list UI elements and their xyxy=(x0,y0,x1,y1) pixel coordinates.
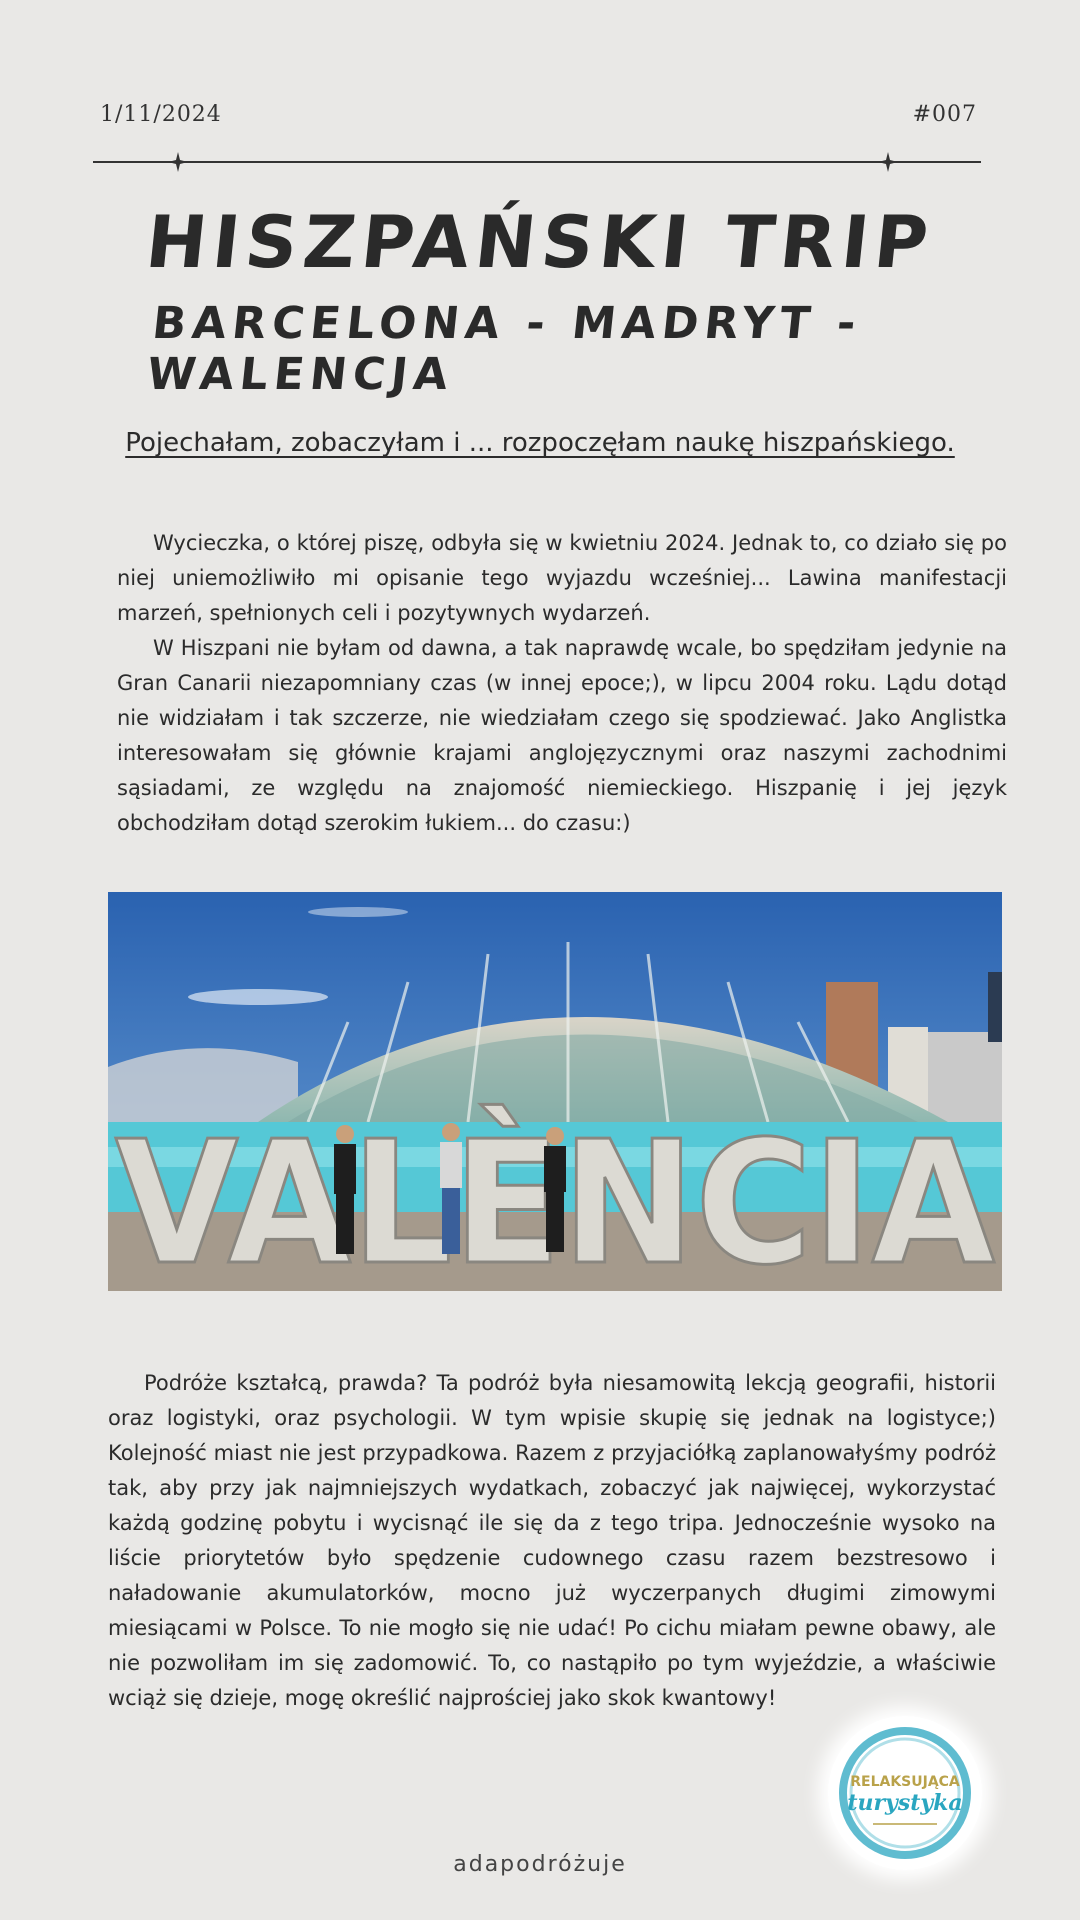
post-number: #007 xyxy=(912,102,977,127)
relaksujaca-turystyka-logo xyxy=(828,1716,982,1870)
post-date: 1/11/2024 xyxy=(100,102,222,127)
page-subtitle: BARCELONA - MADRYT - WALENCJA xyxy=(144,298,865,400)
intro-paragraph: Wycieczka, o której piszę, odbyła się w kwietniu 2024. Jednak to, co działo się po niej uniemożliwiło mi opisanie tego wyjazdu wcześniej... Lawina manifestacji marzeń, spełnionych celi i pozytywnych wydarzeń. xyxy=(117,531,1007,625)
header-divider xyxy=(93,161,981,163)
svg-text:turystyka: turystyka xyxy=(847,1790,963,1816)
svg-text:RELAKSUJĄCA: RELAKSUJĄCA xyxy=(850,1774,960,1790)
valencia-photo xyxy=(108,892,1002,1291)
sparkle-icon xyxy=(878,152,898,172)
person xyxy=(440,1123,462,1254)
intro-text xyxy=(117,526,1007,841)
sparkle-icon xyxy=(168,152,188,172)
intro-paragraph: W Hiszpani nie byłam od dawna, a tak naprawdę wcale, bo spędziłam jedynie na Gran Canarii niezapomniany czas (w innej epoce;), w lipcu 2004 roku. Lądu dotąd nie widziałam i tak szczerze, nie wiedziałam czego się spodziewać. Jako Anglistka interesowałam się głównie krajami anglojęzycznymi oraz naszymi zachodnimi sąsiadami, ze względu na znajomość niemieckiego. Hiszpanię i jej język obchodziłam dotąd szerokim łukiem... do czasu:) xyxy=(117,636,1007,835)
page-title: HISZPAŃSKI TRIP xyxy=(142,200,938,284)
body-paragraph: Podróże kształcą, prawda? Ta podróż była niesamowitą lekcją geografii, historii oraz logistyki, oraz psychologii. W tym wpisie skupię się jednak na logistyce;) Kolejność miast nie jest przypadkowa. Razem z przyjaciółką zaplanowałyśmy podróż tak, aby przy jak najmniejszych wydatkach, zobaczyć jak najwięcej, wykorzystać każdą godzinę pobytu i wycisnąć ile się da z tego tripa. Jednocześnie wysoko na liście priorytetów było spędzenie cudownego czasu razem bezstresowo i naładowanie akumulatorków, mocno już wyczerpanych długimi zimowymi miesiącami w Polsce. To nie mogło się nie udać! Po cichu miałam pewne obawy, ale nie pozwoliłam im się zadomowić. To, co nastąpiło po tym wyjeździe, a właściwie wciąż się dzieje, mogę określić najprościej jako skok kwantowy! xyxy=(108,1371,996,1710)
footer-signature: adapodróżuje xyxy=(453,1852,627,1877)
article-heading: Pojechałam, zobaczyłam i ... rozpoczęłam naukę hiszpańskiego. xyxy=(125,428,955,458)
logo-graphic xyxy=(828,1716,982,1870)
body-text xyxy=(108,1366,996,1716)
photo-illustration xyxy=(108,892,1002,1291)
person xyxy=(334,1125,356,1254)
